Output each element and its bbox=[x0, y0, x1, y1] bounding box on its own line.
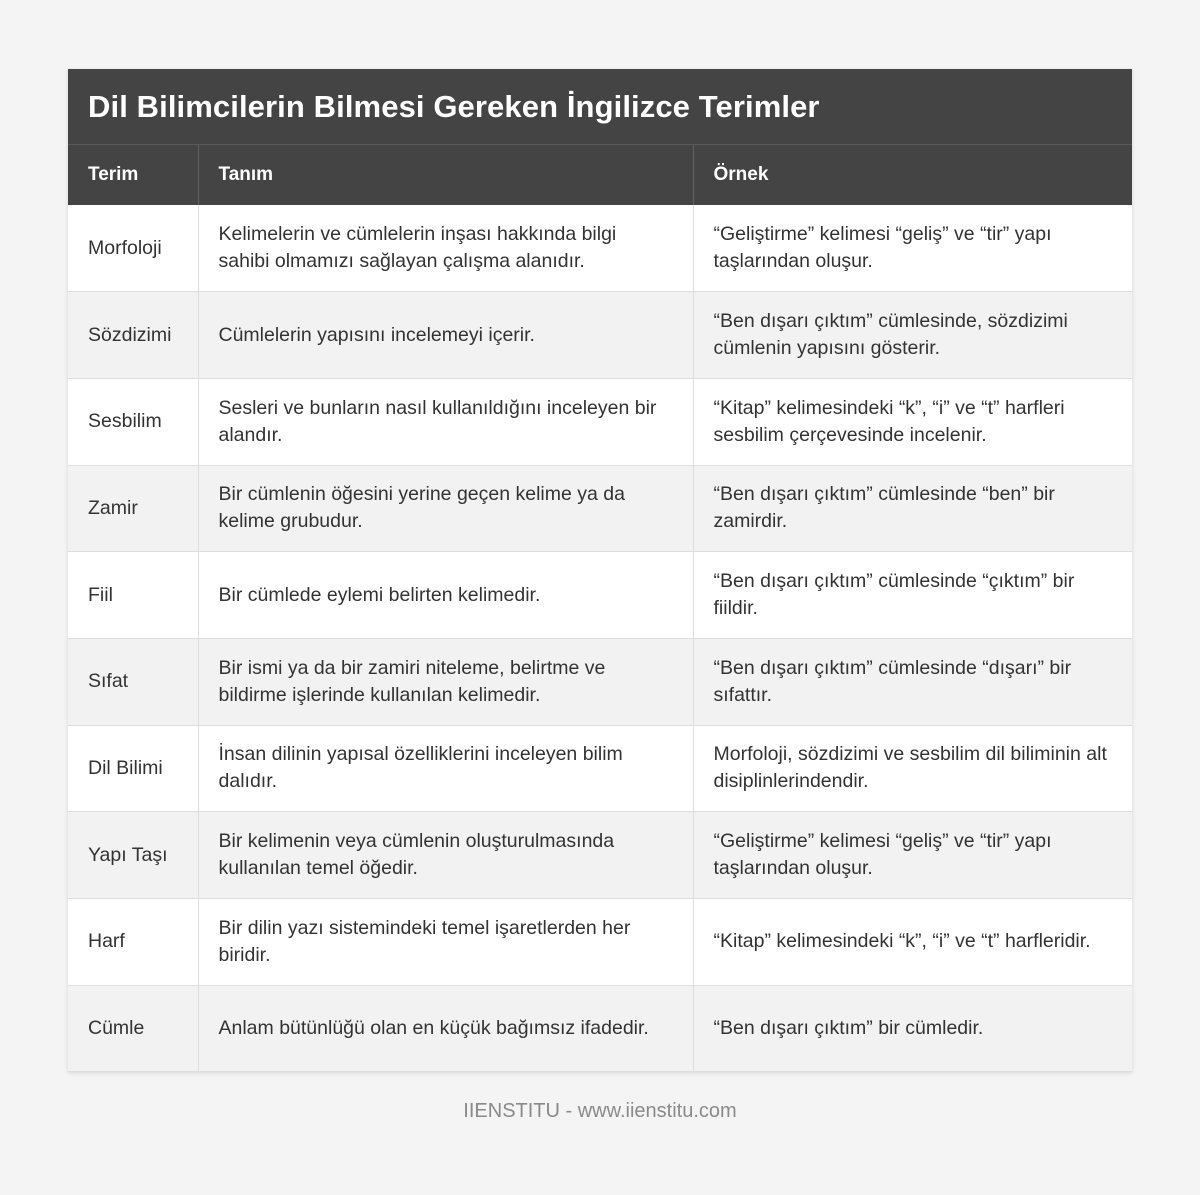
definition-cell: Bir dilin yazı sistemindeki temel işaretlerden her biridir. bbox=[198, 899, 693, 986]
definition-cell: Sesleri ve bunların nasıl kullanıldığını inceleyen bir alandır. bbox=[198, 378, 693, 465]
example-cell: “Geliştirme” kelimesi “geliş” ve “tir” yapı taşlarından oluşur. bbox=[693, 812, 1132, 899]
column-header-term: Terim bbox=[68, 145, 198, 205]
table-row bbox=[68, 725, 1132, 812]
term-cell: Zamir bbox=[68, 465, 198, 552]
term-cell: Morfoloji bbox=[68, 205, 198, 292]
term-cell: Harf bbox=[68, 899, 198, 986]
definition-cell: Anlam bütünlüğü olan en küçük bağımsız ifadedir. bbox=[198, 985, 693, 1072]
table-row bbox=[68, 465, 1132, 552]
title-bar bbox=[68, 69, 1132, 145]
table-row bbox=[68, 899, 1132, 986]
example-cell: “Ben dışarı çıktım” cümlesinde, sözdizimi cümlenin yapısını gösterir. bbox=[693, 292, 1132, 379]
table-row bbox=[68, 985, 1132, 1072]
table-row bbox=[68, 812, 1132, 899]
definition-cell: Bir ismi ya da bir zamiri niteleme, belirtme ve bildirme işlerinde kullanılan kelimedir. bbox=[198, 638, 693, 725]
definition-cell: Kelimelerin ve cümlelerin inşası hakkında bilgi sahibi olmamızı sağlayan çalışma alanıdır. bbox=[198, 205, 693, 292]
term-cell: Cümle bbox=[68, 985, 198, 1072]
term-cell: Fiil bbox=[68, 552, 198, 639]
example-cell: “Ben dışarı çıktım” cümlesinde “dışarı” bir sıfattır. bbox=[693, 638, 1132, 725]
term-cell: Sıfat bbox=[68, 638, 198, 725]
term-cell: Sözdizimi bbox=[68, 292, 198, 379]
definition-cell: İnsan dilinin yapısal özelliklerini inceleyen bilim dalıdır. bbox=[198, 725, 693, 812]
table-row bbox=[68, 638, 1132, 725]
footer-credit: IIENSTITU - www.iienstitu.com bbox=[463, 1100, 737, 1122]
example-cell: “Ben dışarı çıktım” cümlesinde “ben” bir zamirdir. bbox=[693, 465, 1132, 552]
definition-cell: Bir cümlede eylemi belirten kelimedir. bbox=[198, 552, 693, 639]
term-cell: Sesbilim bbox=[68, 378, 198, 465]
definition-cell: Cümlelerin yapısını incelemeyi içerir. bbox=[198, 292, 693, 379]
example-cell: “Kitap” kelimesindeki “k”, “i” ve “t” harfleridir. bbox=[693, 899, 1132, 986]
example-cell: “Ben dışarı çıktım” cümlesinde “çıktım” bir fiildir. bbox=[693, 552, 1132, 639]
terms-card bbox=[68, 69, 1132, 1072]
column-header-example: Örnek bbox=[693, 145, 1132, 205]
example-cell: “Ben dışarı çıktım” bir cümledir. bbox=[693, 985, 1132, 1072]
term-cell: Dil Bilimi bbox=[68, 725, 198, 812]
table-row bbox=[68, 378, 1132, 465]
definition-cell: Bir kelimenin veya cümlenin oluşturulmasında kullanılan temel öğedir. bbox=[198, 812, 693, 899]
definition-cell: Bir cümlenin öğesini yerine geçen kelime ya da kelime grubudur. bbox=[198, 465, 693, 552]
table-row bbox=[68, 292, 1132, 379]
column-header-definition: Tanım bbox=[198, 145, 693, 205]
example-cell: “Geliştirme” kelimesi “geliş” ve “tir” yapı taşlarından oluşur. bbox=[693, 205, 1132, 292]
example-cell: “Kitap” kelimesindeki “k”, “i” ve “t” harfleri sesbilim çerçevesinde incelenir. bbox=[693, 378, 1132, 465]
terms-table bbox=[68, 145, 1132, 1072]
page-title: Dil Bilimcilerin Bilmesi Gereken İngilizce Terimler bbox=[88, 88, 820, 124]
example-cell: Morfoloji, sözdizimi ve sesbilim dil biliminin alt disiplinlerindendir. bbox=[693, 725, 1132, 812]
table-header-row bbox=[68, 145, 1132, 205]
table-row bbox=[68, 552, 1132, 639]
table-row bbox=[68, 205, 1132, 292]
term-cell: Yapı Taşı bbox=[68, 812, 198, 899]
